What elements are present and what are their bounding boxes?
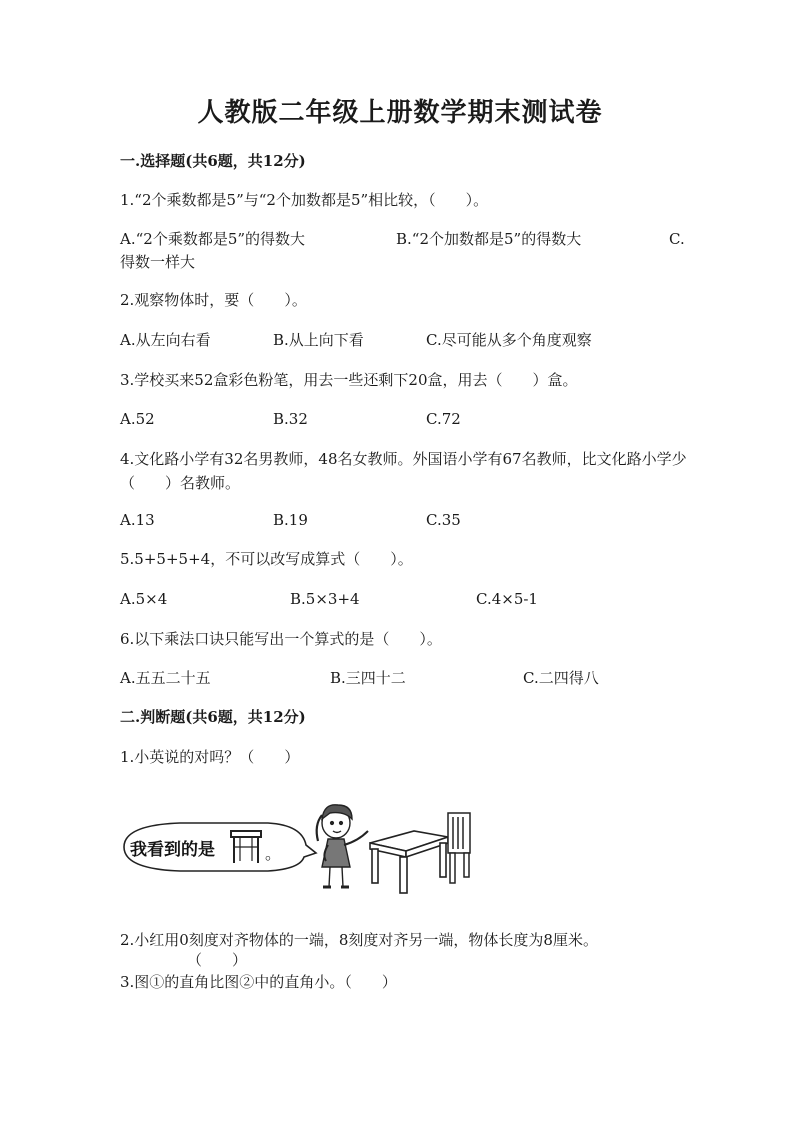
bubble-end: 。: [265, 846, 282, 863]
section-heading-judgement: 二.判断题(共6题，共12分): [120, 708, 306, 726]
option-c: C.72: [426, 410, 461, 428]
question-options: [120, 666, 690, 690]
speech-bubble: [124, 823, 316, 871]
section-heading-choice: 一.选择题(共6题，共12分): [120, 152, 306, 170]
option-a: A.52: [120, 410, 155, 428]
question-text: 5.5+5+5+4，不可以改写成算式（ ）。: [120, 550, 413, 568]
option-a: A.13: [120, 511, 155, 529]
question-options: [120, 508, 690, 532]
option-c: C.: [669, 230, 685, 248]
option-a: A.5×4: [120, 590, 168, 608]
table-icon: [370, 831, 448, 893]
option-b: B.三四十二: [330, 669, 406, 687]
question-options: [120, 407, 690, 431]
question-text: 4.文化路小学有32名男教师，48名女教师。外国语小学有67名教师，比文化路小学少（ ）名教师。: [120, 450, 687, 492]
girl-icon: [317, 805, 368, 887]
question-text: 1.“2个乘数都是5”与“2个加数都是5”相比较，（ ）。: [120, 191, 489, 209]
question-options: [120, 328, 690, 352]
option-b: B.从上向下看: [273, 331, 364, 349]
answer-brackets: （ ）: [187, 951, 248, 969]
option-c: C.二四得八: [523, 669, 599, 687]
bubble-text: 我看到的是: [130, 840, 215, 859]
option-a: A.从左向右看: [120, 331, 211, 349]
question-options: [120, 587, 690, 611]
option-b: B.5×3+4: [290, 590, 360, 608]
option-c: C.尽可能从多个角度观察: [426, 331, 592, 349]
question-text: 6.以下乘法口诀只能写出一个算式的是（ ）。: [120, 630, 442, 648]
option-b: B.“2个加数都是5”的得数大: [396, 230, 582, 248]
question-options: [120, 227, 690, 251]
option-c: C.4×5-1: [476, 590, 538, 608]
question-text: 3.学校买来52盒彩色粉笔，用去一些还剩下20盒，用去（ ）盒。: [120, 371, 578, 389]
chair-icon: [448, 813, 470, 883]
option-a: A.“2个乘数都是5”的得数大: [120, 230, 306, 248]
option-b: B.19: [273, 511, 308, 529]
option-b: B.32: [273, 410, 308, 428]
question-text: 3.图①的直角比图②中的直角小。（ ）: [120, 973, 397, 991]
option-c-continued: 得数一样大: [120, 253, 196, 271]
option-a: A.五五二十五: [120, 669, 211, 687]
question-text: 2.小红用0刻度对齐物体的一端，8刻度对齐另一端，物体长度为8厘米。: [120, 931, 598, 949]
question-figure: [118, 795, 478, 900]
page-title: 人教版二年级上册数学期末测试卷: [197, 98, 603, 128]
question-text: 2.观察物体时，要（ ）。: [120, 291, 307, 309]
question-text: 1.小英说的对吗？（ ）: [120, 748, 300, 766]
option-c: C.35: [426, 511, 461, 529]
